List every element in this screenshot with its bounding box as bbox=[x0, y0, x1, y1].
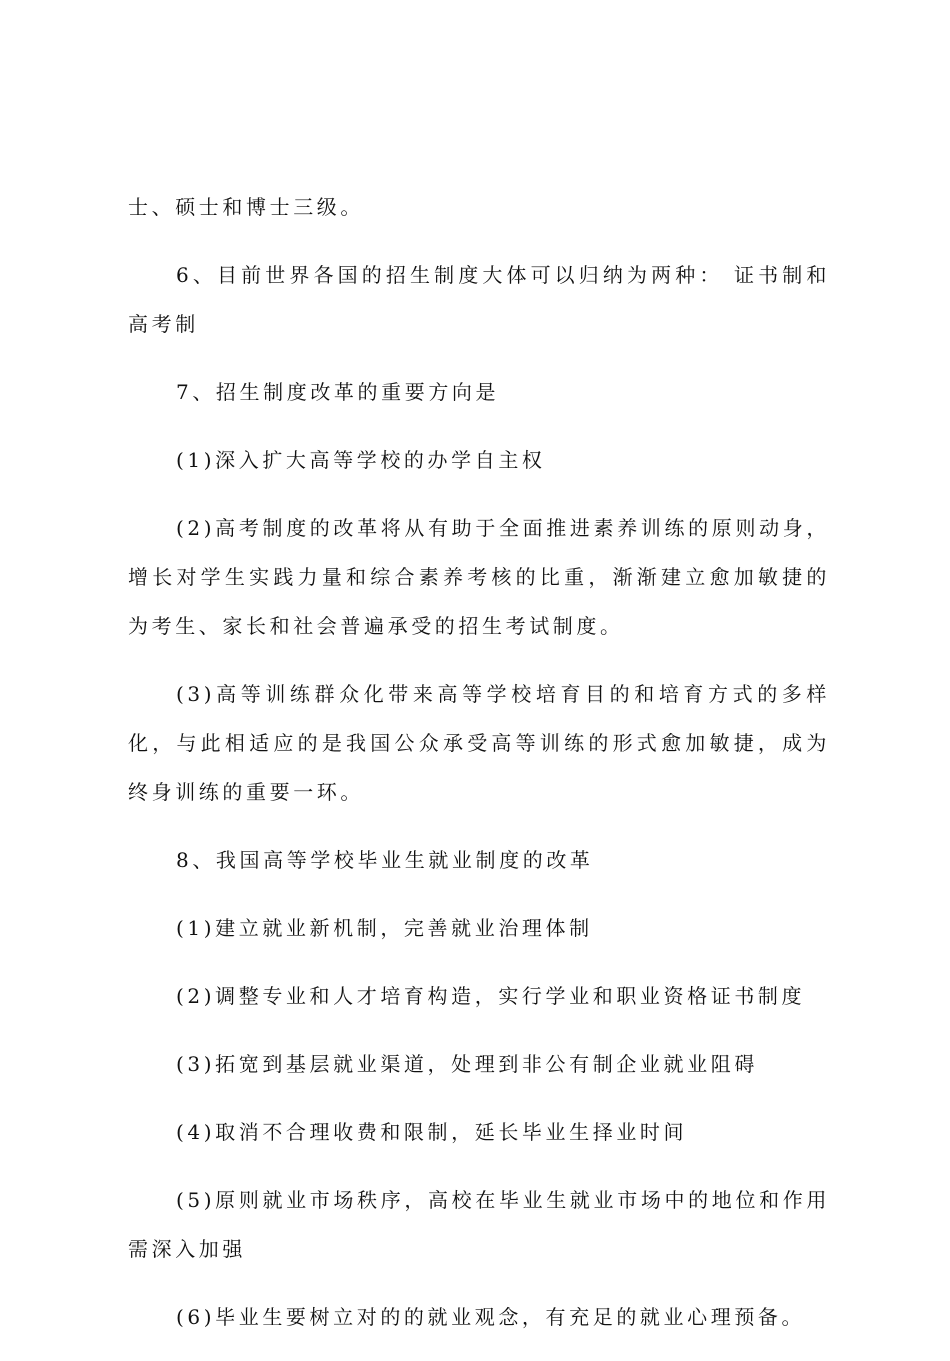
paragraph-item-8-3: (3)拓宽到基层就业渠道，处理到非公有制企业就业阻碍 bbox=[176, 1052, 758, 1076]
paragraph-item-7: 7、招生制度改革的重要方向是 bbox=[176, 380, 500, 404]
paragraph-item-7-2: (2)高考制度的改革将从有助于全面推进素养训练的原则动身，增长对学生实践力量和综合素养考核的比重，渐渐建立愈加敏捷的为考生、家长和社会普遍承受的招生考试制度。 bbox=[128, 516, 830, 638]
paragraph-item-8-5: (5)原则就业市场秩序，高校在毕业生就业市场中的地位和作用需深入加强 bbox=[128, 1188, 830, 1261]
paragraph-item-6: 6、目前世界各国的招生制度大体可以归纳为两种： 证书制和高考制 bbox=[128, 263, 830, 336]
paragraph-item-8: 8、我国高等学校毕业生就业制度的改革 bbox=[176, 848, 594, 872]
paragraph-item-7-3: (3)高等训练群众化带来高等学校培育目的和培育方式的多样化，与此相适应的是我国公众承受高等训练的形式愈加敏捷，成为终身训练的重要一环。 bbox=[128, 682, 830, 804]
paragraph-item-8-1: (1)建立就业新机制，完善就业治理体制 bbox=[176, 916, 593, 940]
document-body bbox=[128, 183, 830, 1361]
paragraph-continuation: 士、硕士和博士三级。 bbox=[128, 195, 364, 219]
paragraph-item-8-6: (6)毕业生要树立对的的就业观念，有充足的就业心理预备。 bbox=[176, 1305, 806, 1329]
paragraph-item-8-2: (2)调整专业和人才培育构造，实行学业和职业资格证书制度 bbox=[176, 984, 806, 1008]
paragraph-item-7-1: (1)深入扩大高等学校的办学自主权 bbox=[176, 448, 546, 472]
paragraph-item-8-4: (4)取消不合理收费和限制，延长毕业生择业时间 bbox=[176, 1120, 688, 1144]
